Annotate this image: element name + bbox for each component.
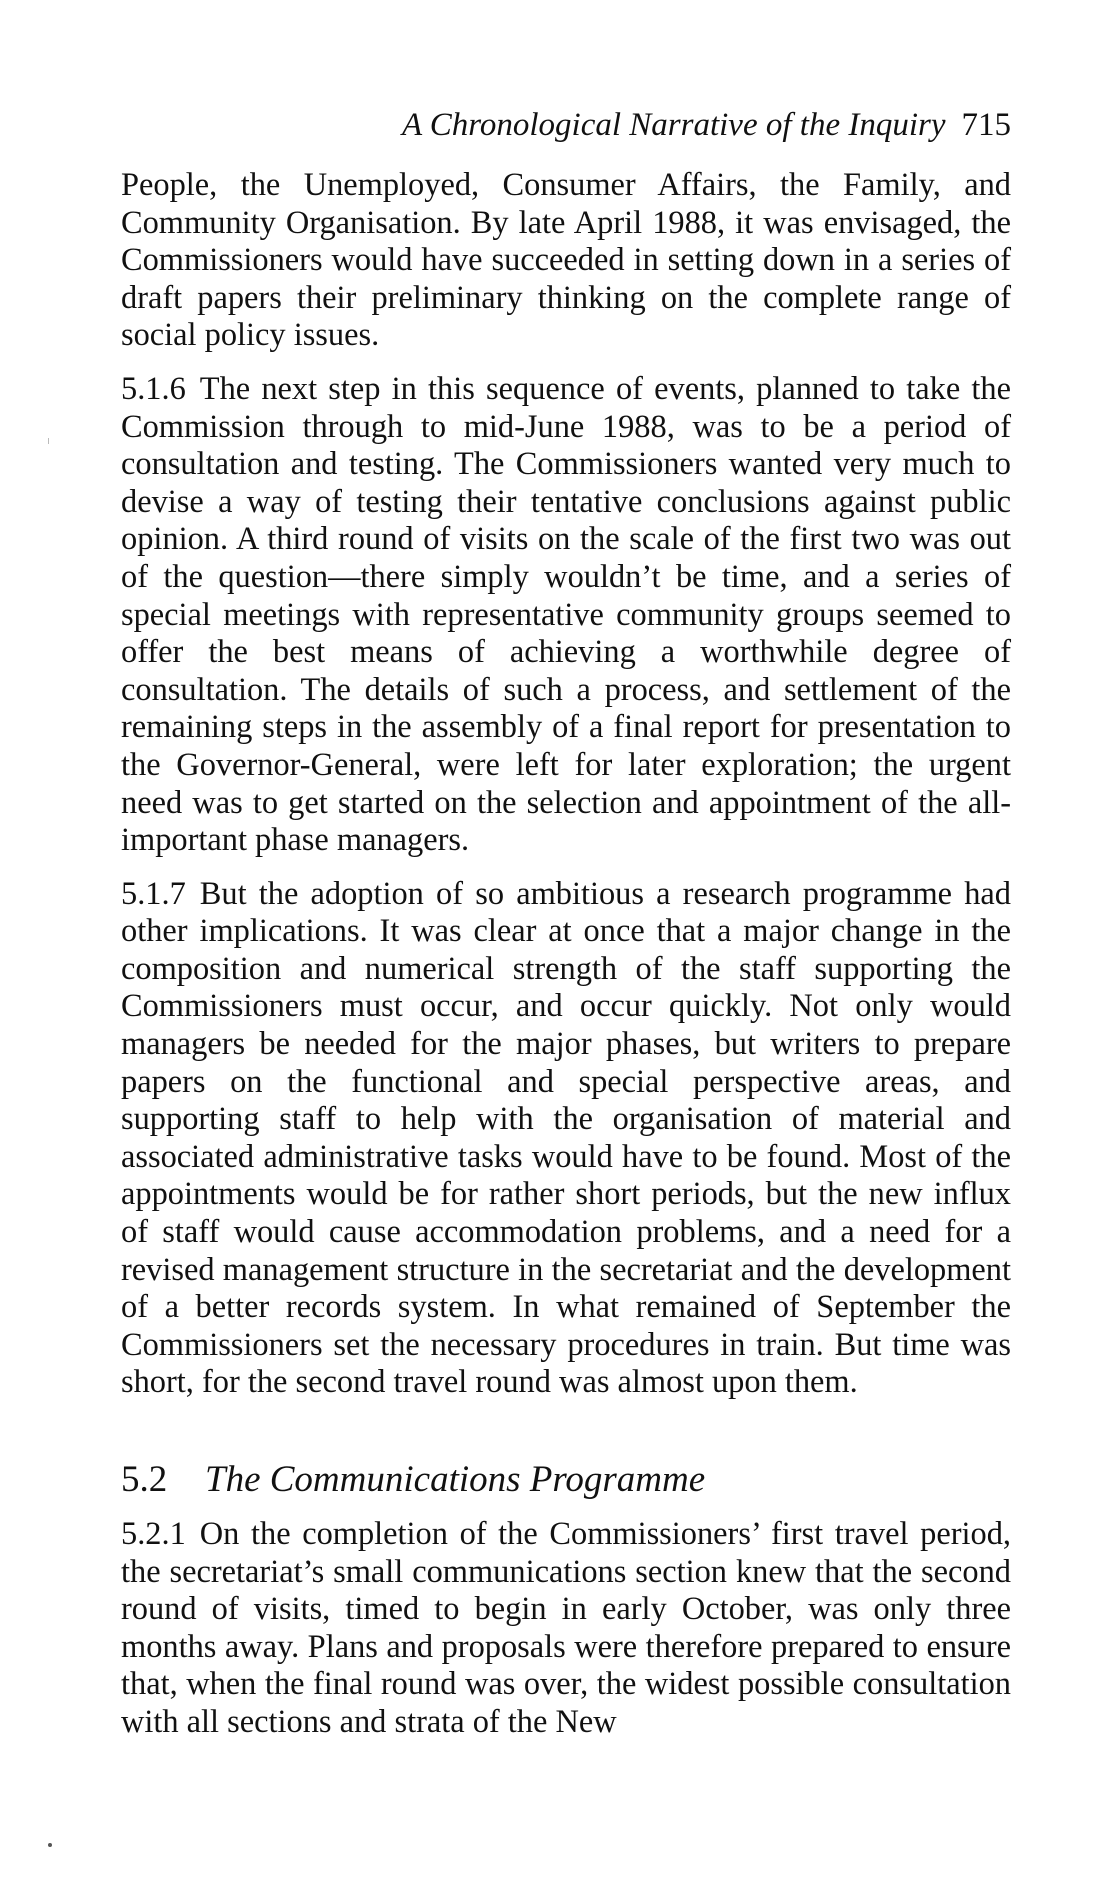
section-number: 5.2 (121, 1459, 168, 1500)
section-title: The Communications Programme (205, 1459, 706, 1500)
paragraph-text: But the adoption of so ambitious a research programme had other implications. It was clear at once that a major change in the composition and numerical strength of the staff supporting the Commissioners must occur, and occur quickly. Not only would managers be needed for the major phases, but writers to prepare papers on the functional and special perspective areas, and supporting staff to help with the organisation of material and associated administrative tasks would have to be found. Most of the appointments would be for rather short periods, but the new influx of staff would cause accommodation problems, and a need for a revised management structure in the secretariat and the development of a better records system. In what remained of September the Commissioners set the necessary procedures in train. But time was short, for the second travel round was almost upon them. (121, 875, 1011, 1401)
paragraph-text: On the completion of the Commissioners’ first travel period, the secretariat’s small communications section knew that the second round of visits, timed to begin in early October, was only three months away. Plans and proposals were therefore prepared to ensure that, when the final round was over, the widest possible consultation with all sections and strata of the New (121, 1516, 1011, 1740)
paragraph-text: People, the Unemployed, Consumer Affairs, the Family, and Community Organisation. By late April 1988, it was envisaged, the Commissioners would have succeeded in setting down in a series of draft papers their preliminary thinking on the complete range of social policy issues. (121, 167, 1011, 354)
margin-dot-mark (48, 1843, 52, 1847)
margin-tick-mark (48, 438, 49, 444)
paragraph-5-1-6 (121, 371, 1011, 860)
running-head (121, 105, 1011, 145)
paragraph-text: The next step in this sequence of events, planned to take the Commission through to mid-June 1988, was to be a period of consultation and testing. The Commissioners wanted very much to devise a way of testing their tentative conclusions against public opinion. A third round of visits on the scale of the first two was out of the question—there simply wouldn’t be time, and a series of special meetings with representative community groups seemed to offer the best means of achieving a worthwhile degree of consultation. The details of such a process, and settlement of the remaining steps in the assembly of a final report for presentation to the Governor-General, were left for later exploration; the urgent need was to get started on the selection and appointment of the all-important phase managers. (121, 370, 1011, 859)
paragraph-number: 5.2.1 (121, 1516, 186, 1552)
paragraph-number: 5.1.6 (121, 370, 186, 407)
section-heading (121, 1458, 1011, 1502)
page-number: 715 (961, 107, 1011, 143)
running-head-title: A Chronological Narrative of the Inquiry (401, 107, 946, 143)
paragraph-5-2-1 (121, 1516, 1011, 1742)
paragraph-continued (121, 167, 1011, 355)
book-page (121, 105, 1011, 1758)
paragraph-number: 5.1.7 (121, 875, 186, 912)
paragraph-5-1-7 (121, 876, 1011, 1402)
